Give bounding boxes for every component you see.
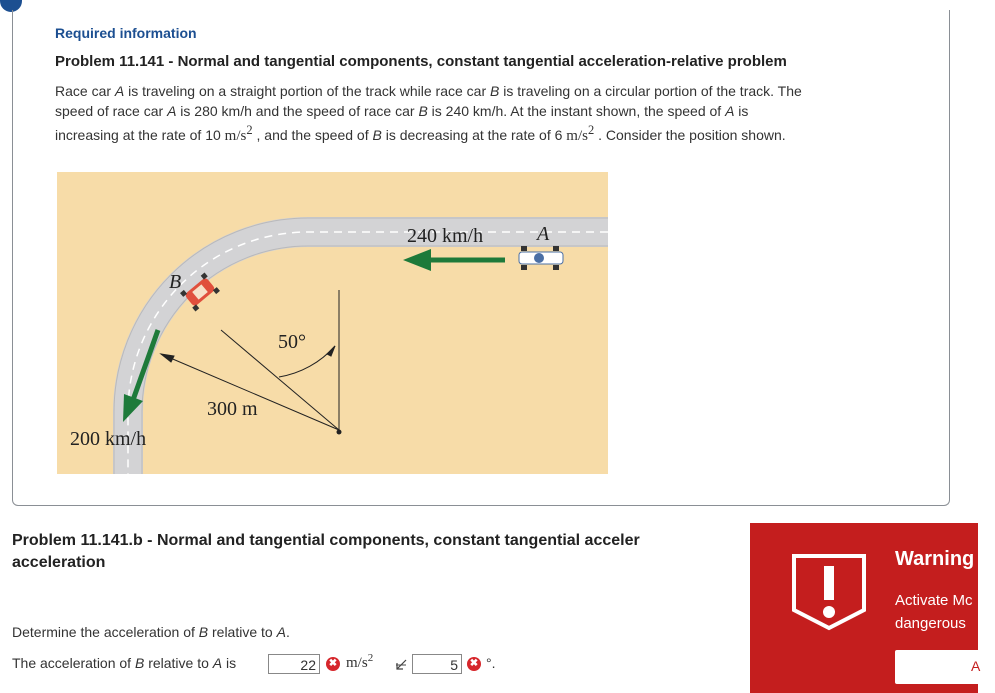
acceleration-unit: $m/s^2$ [346,652,374,671]
warning-popup [750,523,981,693]
angle-value-input[interactable]: 5 [412,654,462,674]
warning-action-button[interactable]: A [895,650,995,684]
angle-label: 50° [278,331,306,353]
down-left-arrow-icon[interactable] [394,658,408,672]
degree-symbol: °. [486,655,496,671]
incorrect-icon: ✖ [326,657,340,671]
part-b-title: Problem 11.141.b - Normal and tangential components, constant tangential acceler acceleration [12,532,640,571]
problem-description: Race car A is traveling on a straight portion of the track while race car B is traveling on a circular portion of the track. The speed of race car A is 280 km/h and the speed of race car B is 240 km/h. At the instant shown, the speed of A is increasing at the rate of 10 $m/s^2$ , and the speed of B is decreasing at the rate of 6 $m/s^2$ . Consider the position shown. [55,83,802,144]
determine-prompt: Determine the acceleration of B relative to A. [12,624,290,640]
warning-message: Activate Mc dangerous [895,592,973,632]
warning-shield-icon [788,550,870,632]
answer-label: The acceleration of B relative to A is [12,655,237,671]
acceleration-value-input[interactable]: 22 [268,654,320,674]
car-a-label: A [537,223,550,245]
speed-a-label: 240 km/h [407,225,484,247]
race-track-figure [57,172,608,474]
incorrect-icon-2: ✖ [467,657,481,671]
car-b-label: B [169,271,182,293]
warning-title: Warning [895,548,975,570]
speed-b-label: 200 km/h [70,428,147,450]
problem-title: Problem 11.141 - Normal and tangential components, constant tangential acceleration-relative problem [55,53,787,70]
center-point [337,430,342,435]
radius-label: 300 m [207,398,258,420]
required-info-heading: Required information [55,25,197,41]
